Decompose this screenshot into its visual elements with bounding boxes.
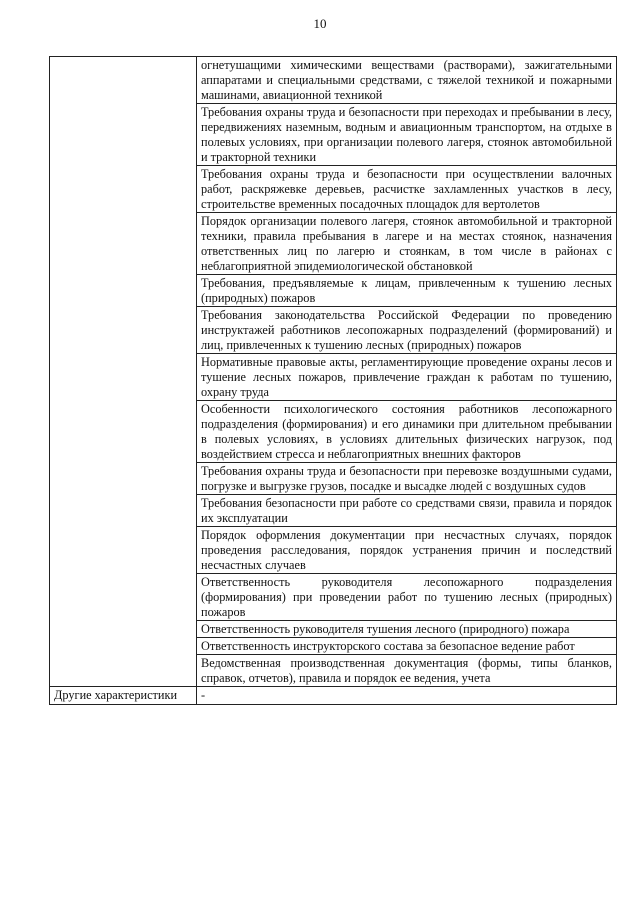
requirement-cell: Ответственность руководителя лесопожарного подразделения (формирования) при проведении работ по тушению лесных (природных) пожаров [197,574,617,621]
requirement-cell: Требования охраны труда и безопасности при перевозке воздушными судами, погрузке и выгрузке грузов, посадке и высадке людей с воздушных судов [197,463,617,495]
requirement-cell: Нормативные правовые акты, регламентирующие проведение охраны лесов и тушение лесных пожаров, привлечение граждан к работам по тушению, охрану труда [197,354,617,401]
requirement-cell: огнетушащими химическими веществами (растворами), зажигательными аппаратами и специальными средствами, с тяжелой техникой и пожарными машинами, авиационной техникой [197,57,617,104]
requirement-cell: Особенности психологического состояния работников лесопожарного подразделения (формирования) и его динамики при длительном пребывании в полевых условиях, в условиях длительных физических нагрузок, под воздействием стресса и неблагоприятных внешних факторов [197,401,617,463]
table-row [50,57,617,104]
other-characteristics-row [50,687,617,705]
other-characteristics-value: - [197,687,617,705]
requirement-cell: Требования безопасности при работе со средствами связи, правила и порядок их эксплуатации [197,495,617,527]
requirement-cell: Требования охраны труда и безопасности при осуществлении валочных работ, раскряжевке деревьев, расчистке захламленных участков в лесу, строительстве временных посадочных площадок для вертолетов [197,166,617,213]
requirement-cell: Требования законодательства Российской Федерации по проведению инструктажей работников лесопожарных подразделений (формирований) и лиц, привлеченных к тушению лесных (природных) пожаров [197,307,617,354]
requirement-cell: Ведомственная производственная документация (формы, типы бланков, справок, отчетов), правила и порядок ее ведения, учета [197,655,617,687]
page-number: 10 [313,16,327,31]
requirement-cell: Ответственность руководителя тушения лесного (природного) пожара [197,621,617,638]
requirement-cell: Требования, предъявляемые к лицам, привлеченным к тушению лесных (природных) пожаров [197,275,617,307]
requirement-cell: Порядок организации полевого лагеря, стоянок автомобильной и тракторной техники, правила пребывания в лагере и на местах стоянок, назначения ответственных лиц по лагерю и стоянкам, в том числе в районах с неблагоприятной эпидемиологической обстановкой [197,213,617,275]
requirements-table [49,56,617,705]
requirement-cell: Порядок оформления документации при несчастных случаях, порядок проведения расследования, порядок устранения причин и последствий несчастных случаев [197,527,617,574]
left-column-cell [50,57,197,687]
other-characteristics-label: Другие характеристики [50,687,197,705]
requirement-cell: Ответственность инструкторского состава за безопасное ведение работ [197,638,617,655]
requirement-cell: Требования охраны труда и безопасности при переходах и пребывании в лесу, передвижениях наземным, водным и авиационным транспортом, на отдыхе в полевых условиях, при организации полевого лагеря, стоянок автомобильной и тракторной техники [197,104,617,166]
